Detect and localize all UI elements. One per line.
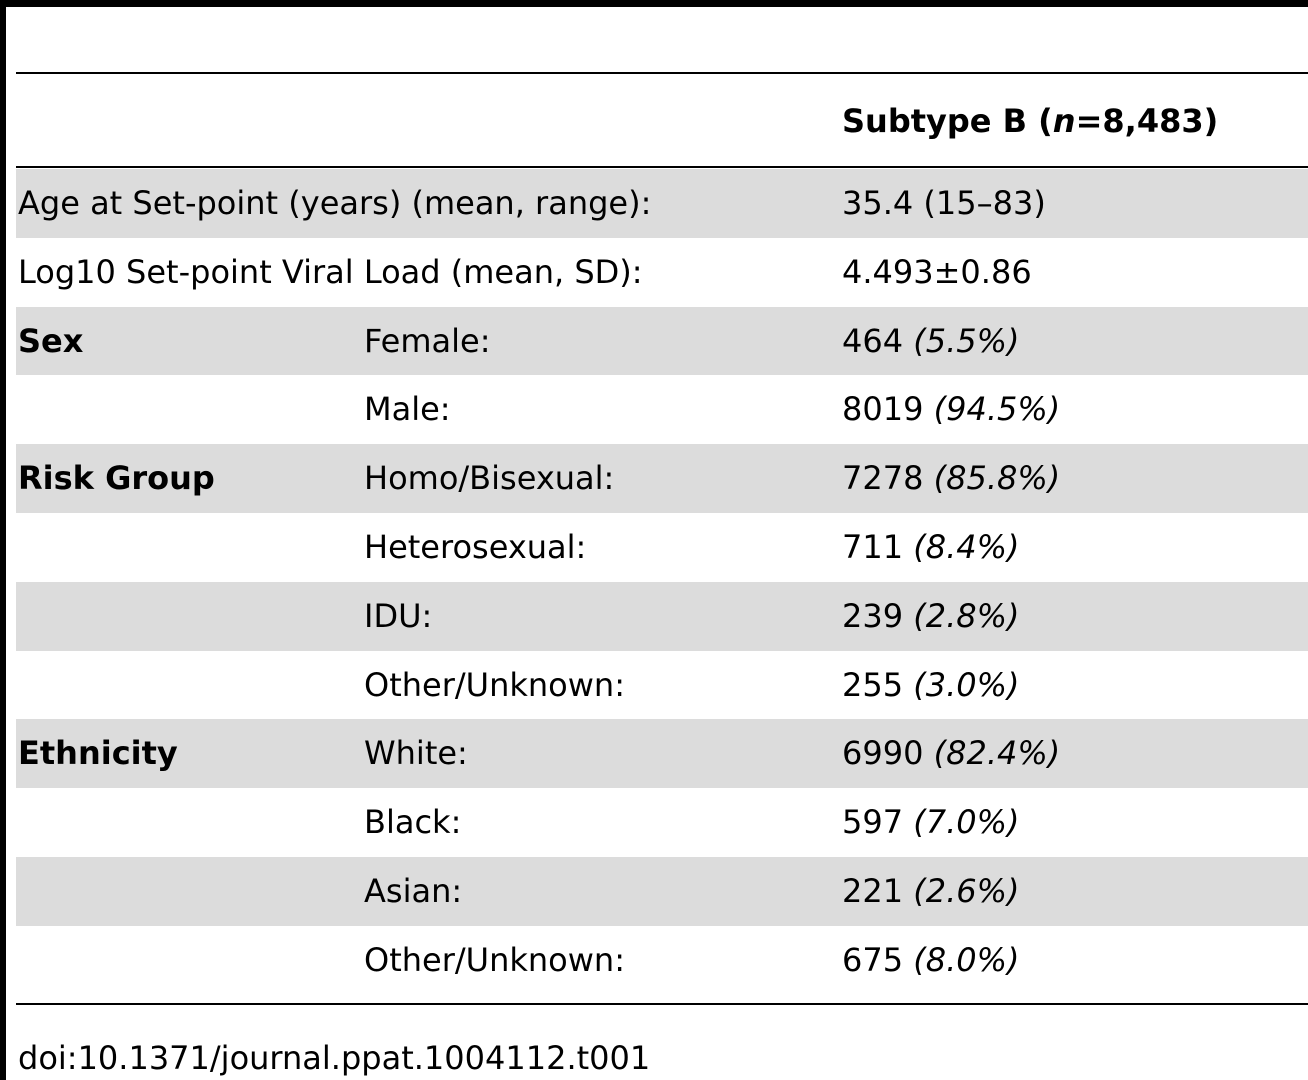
header-bottom-rule	[16, 166, 1308, 168]
top-border-rule	[0, 0, 1308, 7]
row-value: 711	[842, 527, 904, 566]
row-value: 6990	[842, 734, 924, 773]
row-sublabel: Asian:	[364, 871, 463, 910]
row-label: Log10 Set-point Viral Load (mean, SD):	[18, 252, 643, 291]
table-row	[16, 307, 1308, 376]
table-bottom-rule	[16, 1003, 1308, 1005]
table-row	[16, 719, 1308, 788]
row-value: 7278	[842, 459, 924, 498]
row-value-cell	[842, 719, 1060, 788]
row-sublabel: Other/Unknown:	[364, 940, 625, 979]
row-value: 35.4 (15–83)	[842, 184, 1046, 222]
row-value: 255	[842, 665, 904, 704]
row-percentage: (7.0%)	[913, 803, 1020, 842]
row-percentage: (2.6%)	[913, 871, 1020, 910]
column-header-label: Subtype B	[842, 102, 1028, 140]
row-percentage: (85.8%)	[933, 459, 1061, 498]
row-sublabel: Other/Unknown:	[364, 665, 625, 704]
row-value: 464	[842, 321, 904, 360]
row-percentage: (82.4%)	[933, 734, 1061, 773]
column-header-n-value: =8,483)	[1075, 102, 1219, 140]
row-percentage: (94.5%)	[933, 390, 1061, 429]
row-label: Ethnicity	[18, 734, 178, 773]
row-sublabel: White:	[364, 734, 468, 773]
table-row	[16, 238, 1308, 307]
row-sublabel: IDU:	[364, 596, 433, 635]
table-row	[16, 857, 1308, 926]
row-label: Risk Group	[18, 459, 215, 498]
row-value-cell	[842, 444, 1060, 513]
doi-footer: doi:10.1371/journal.ppat.1004112.t001	[18, 1039, 651, 1077]
table-row	[16, 513, 1308, 582]
row-value-cell	[842, 651, 1020, 720]
table-row	[16, 582, 1308, 651]
table-row	[16, 169, 1308, 238]
row-sublabel: Homo/Bisexual:	[364, 459, 615, 498]
table-body	[16, 169, 1308, 995]
table-header-row	[16, 75, 1308, 167]
row-sublabel: Male:	[364, 390, 451, 429]
row-value-cell	[842, 307, 1020, 376]
table-row	[16, 444, 1308, 513]
row-value: 239	[842, 596, 904, 635]
row-value-cell	[842, 238, 1032, 307]
row-value: 597	[842, 803, 904, 842]
row-value-cell	[842, 375, 1060, 444]
row-value: 8019	[842, 390, 924, 429]
row-value-cell	[842, 513, 1020, 582]
row-value-cell	[842, 926, 1020, 995]
column-header-subtype-b	[842, 75, 1218, 167]
row-sublabel: Heterosexual:	[364, 527, 587, 566]
row-label: Sex	[18, 321, 84, 360]
left-border-rule	[0, 0, 6, 1080]
table-row	[16, 375, 1308, 444]
row-value-cell	[842, 788, 1020, 857]
row-percentage: (5.5%)	[913, 321, 1020, 360]
row-value-cell	[842, 582, 1020, 651]
row-value-cell	[842, 169, 1046, 238]
table-row	[16, 788, 1308, 857]
row-label: Age at Set-point (years) (mean, range):	[18, 184, 652, 222]
column-header-n-open: (	[1038, 102, 1053, 140]
row-sublabel: Female:	[364, 321, 491, 360]
row-value-cell	[842, 857, 1020, 926]
column-header-n-symbol: n	[1052, 102, 1076, 140]
row-percentage: (3.0%)	[913, 665, 1020, 704]
row-sublabel: Black:	[364, 803, 462, 842]
row-percentage: (8.4%)	[913, 527, 1020, 566]
table-row	[16, 651, 1308, 720]
row-value: 221	[842, 871, 904, 910]
row-value: 4.493±0.86	[842, 252, 1032, 291]
row-percentage: (8.0%)	[913, 940, 1020, 979]
row-value: 675	[842, 940, 904, 979]
row-percentage: (2.8%)	[913, 596, 1020, 635]
table-row	[16, 926, 1308, 995]
header-top-rule	[16, 72, 1308, 74]
